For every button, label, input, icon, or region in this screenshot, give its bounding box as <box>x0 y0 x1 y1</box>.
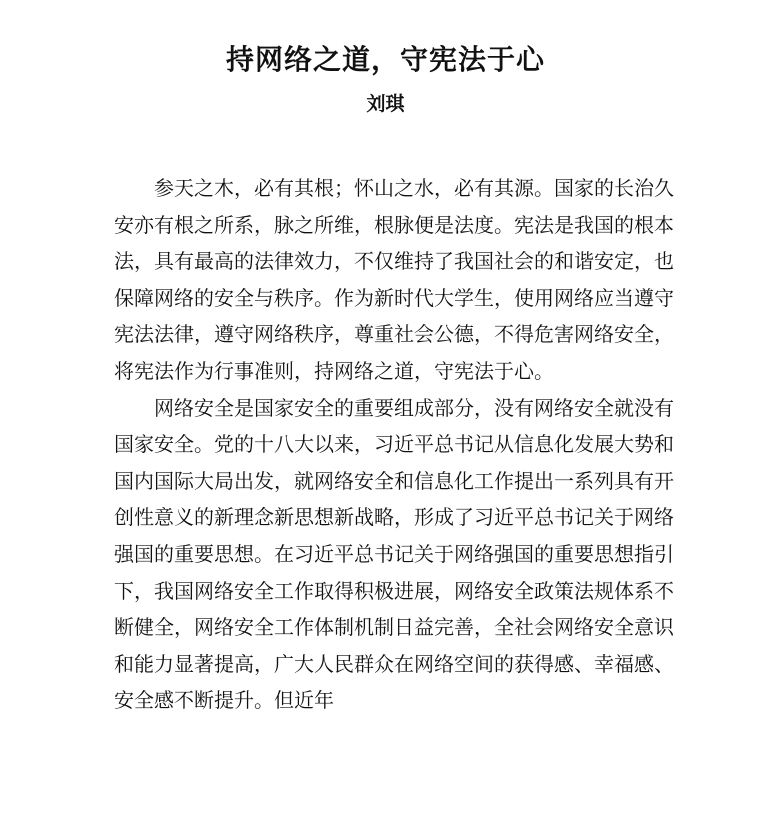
body-paragraph: 参天之木，必有其根；怀山之水，必有其源。国家的长治久安亦有根之所系，脉之所维，根脉便是法度。宪法是我国的根本法，具有最高的法律效力，不仅维持了我国社会的和谐安定，也保障网络的安全与秩序。作为新时代大学生，使用网络应当遵守宪法法律，遵守网络秩序，尊重社会公德，不得危害网络安全，将宪法作为行事准则，持网络之道，守宪法于心。 <box>114 176 674 383</box>
document-author: 刘琪 <box>366 93 405 115</box>
body-paragraph: 网络安全是国家安全的重要组成部分，没有网络安全就没有国家安全。党的十八大以来，习近平总书记从信息化发展大势和国内国际大局出发，就网络安全和信息化工作提出一系列具有开创性意义的新理念新思想新战略，形成了习近平总书记关于网络强国的重要思想。在习近平总书记关于网络强国的重要思想指引下，我国网络安全工作取得积极进展，网络安全政策法规体系不断健全，网络安全工作体制机制日益完善，全社会网络安全意识和能力显著提高，广大人民群众在网络空间的获得感、幸福感、安全感不断提升。但近年 <box>114 395 674 713</box>
document-title: 持网络之道，守宪法于心 <box>225 43 545 76</box>
document-body <box>114 170 674 719</box>
